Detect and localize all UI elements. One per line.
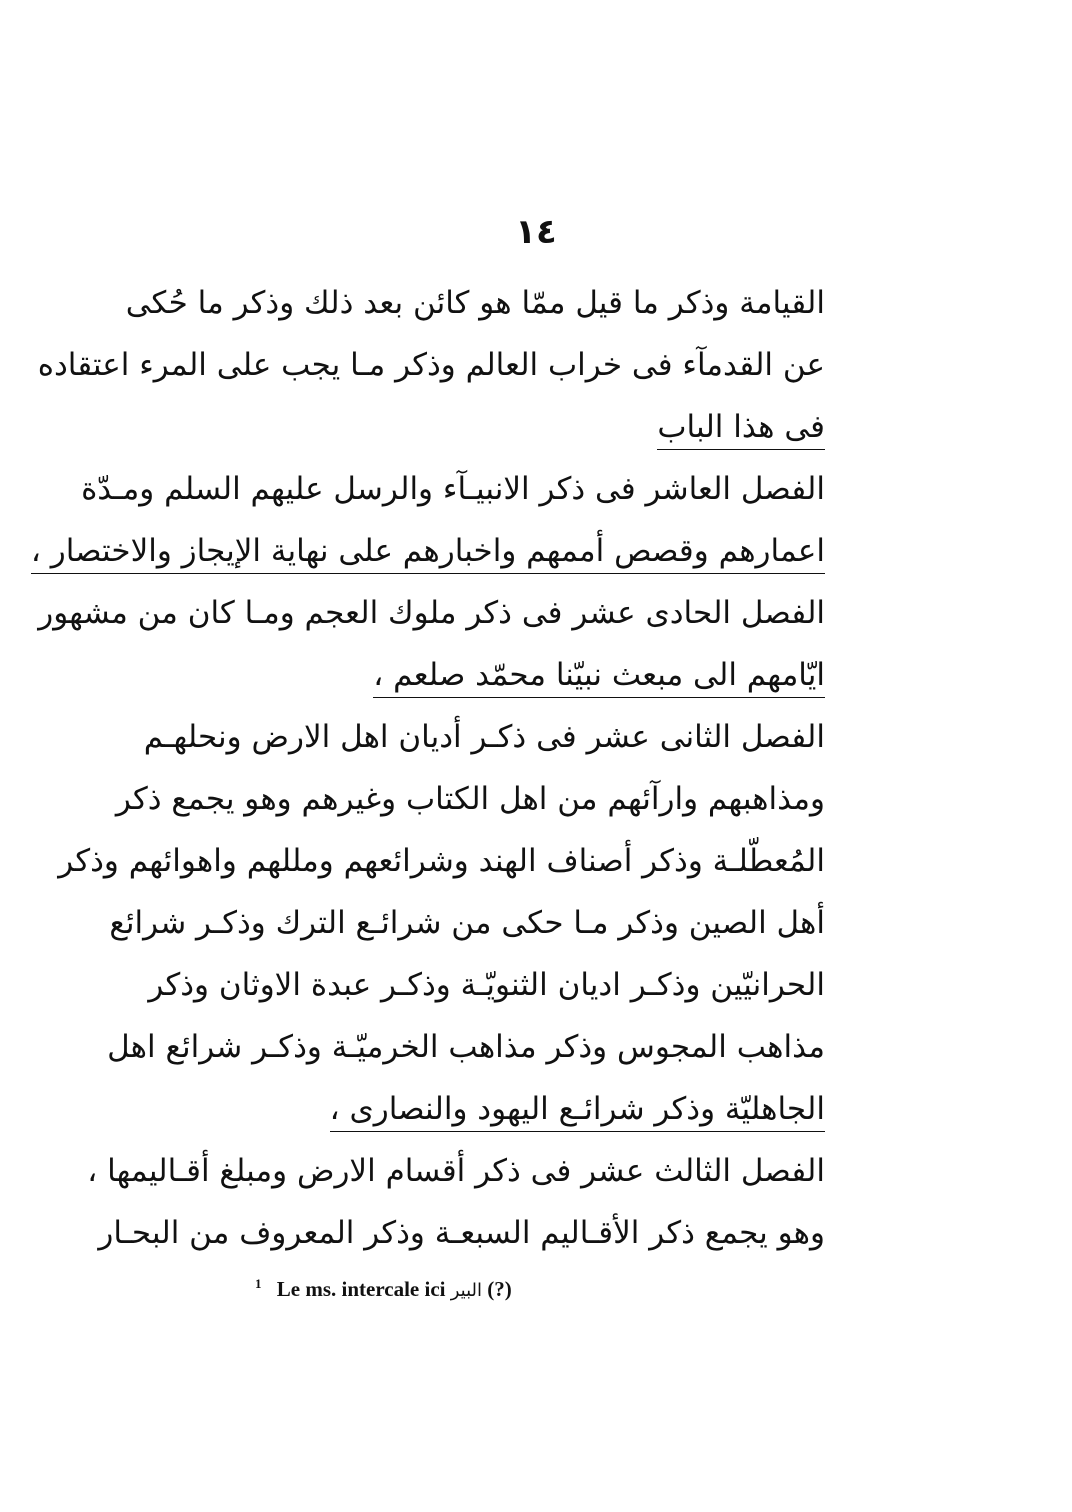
text-line: الحرانيّين وذكـر اديان الثنويّـة وذكـر عبدة الاوثان وذكر — [148, 967, 825, 1003]
text-line: الجاهليّة وذكر شرائـع اليهود والنصارى ، — [215, 1078, 825, 1140]
text-line: مذاهب المجوس وذكر مذاهب الخرميّـة وذكـر شرائع اهل — [107, 1029, 825, 1065]
page-number: ١٤ — [515, 212, 557, 252]
text-line: الفصل العاشر فى ذكر الانبيـآء والرسل عليهم السلم ومـدّة — [81, 471, 825, 507]
text-line: الفصل الثالث عشر فى ذكر أقسام الارض ومبلغ أقـاليمها ، — [87, 1153, 825, 1189]
text-line: فى هذا الباب — [215, 396, 825, 458]
text-line: القيامة وذكر ما قيل ممّا هو كائن بعد ذلك وذكر ما حُكى — [125, 285, 825, 321]
text-line: اعمارهم وقصص أممهم واخبارهم على نهاية الإيجاز والاختصار ، — [215, 520, 825, 582]
footnote-arabic: البير — [450, 1280, 483, 1301]
footnote — [255, 1276, 512, 1302]
text-line: أهل الصين وذكر مـا حكى من شرائـع الترك وذكـر شرائع — [109, 905, 825, 941]
footnote-text: Le ms. intercale ici — [276, 1277, 446, 1301]
main-text — [30, 272, 825, 1264]
text-line: عن القدمآء فى خراب العالم وذكر مـا يجب على المرء اعتقاده — [37, 347, 825, 383]
text-line: ومذاهبهم وارآئهم من اهل الكتاب وغيرهم وهو يجمع ذكر — [115, 781, 825, 817]
text-line: المُعطّلـة وذكر أصناف الهند وشرائعهم ومللهم واهوائهم وذكر — [58, 843, 825, 879]
text-line: ايّامهم الى مبعث نبيّنا محمّد صلعم ، — [215, 644, 825, 706]
text-line: الفصل الحادى عشر فى ذكر ملوك العجم ومـا كان من مشهور — [38, 595, 825, 631]
text-line: وهو يجمع ذكر الأقـاليم السبعـة وذكر المعروف من البحـار — [98, 1215, 825, 1251]
footnote-mark: 1 — [255, 1276, 262, 1291]
text-line: الفصل الثانى عشر فى ذكـر أديان اهل الارض ونحلهـم — [143, 719, 825, 755]
footnote-suffix: (?) — [487, 1277, 512, 1301]
